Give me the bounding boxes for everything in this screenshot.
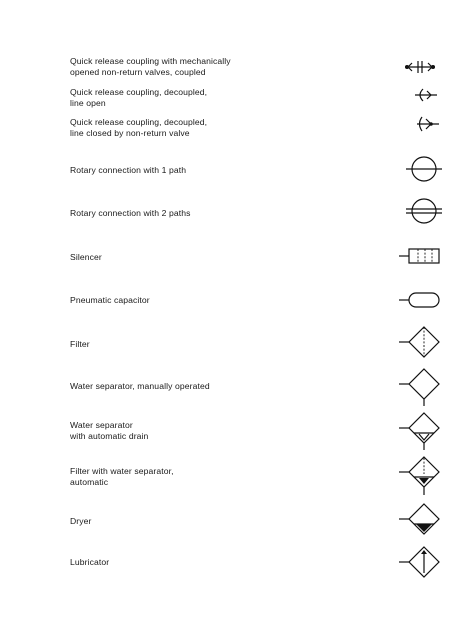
filter-icon (395, 322, 445, 362)
symbol-label: Rotary connection with 1 path (70, 165, 187, 175)
lubricator-icon (395, 542, 445, 582)
symbol-label: Filter with water separator, automatic (70, 466, 174, 487)
symbol-label: Filter (70, 339, 90, 349)
symbol-label: Quick release coupling, decoupled, line open (70, 87, 208, 108)
symbol-label: Water separator, manually operated (70, 381, 210, 391)
symbol-label: Quick release coupling with mechanically opened non-return valves, coupled (70, 56, 231, 77)
quick-release-coupling-decoupled-open-icon (395, 86, 445, 104)
quick-release-coupling-coupled-icon (395, 58, 445, 76)
quick-release-coupling-decoupled-closed-icon (395, 114, 445, 134)
rotary-connection-2-paths-icon (395, 194, 445, 228)
symbol-label: Silencer (70, 252, 102, 262)
water-separator-automatic-icon (395, 410, 445, 452)
pneumatic-capacitor-icon (395, 289, 445, 311)
symbol-label: Water separator with automatic drain (70, 420, 149, 441)
symbol-label: Dryer (70, 516, 92, 526)
silencer-icon (395, 245, 445, 267)
symbol-label: Pneumatic capacitor (70, 295, 150, 305)
symbol-label: Lubricator (70, 557, 110, 567)
dryer-icon (395, 500, 445, 538)
rotary-connection-1-path-icon (395, 152, 445, 186)
filter-with-water-separator-icon (395, 453, 445, 497)
symbol-label: Rotary connection with 2 paths (70, 208, 191, 218)
water-separator-manual-icon (395, 366, 445, 408)
symbol-label: Quick release coupling, decoupled, line closed by non-return valve (70, 117, 208, 138)
